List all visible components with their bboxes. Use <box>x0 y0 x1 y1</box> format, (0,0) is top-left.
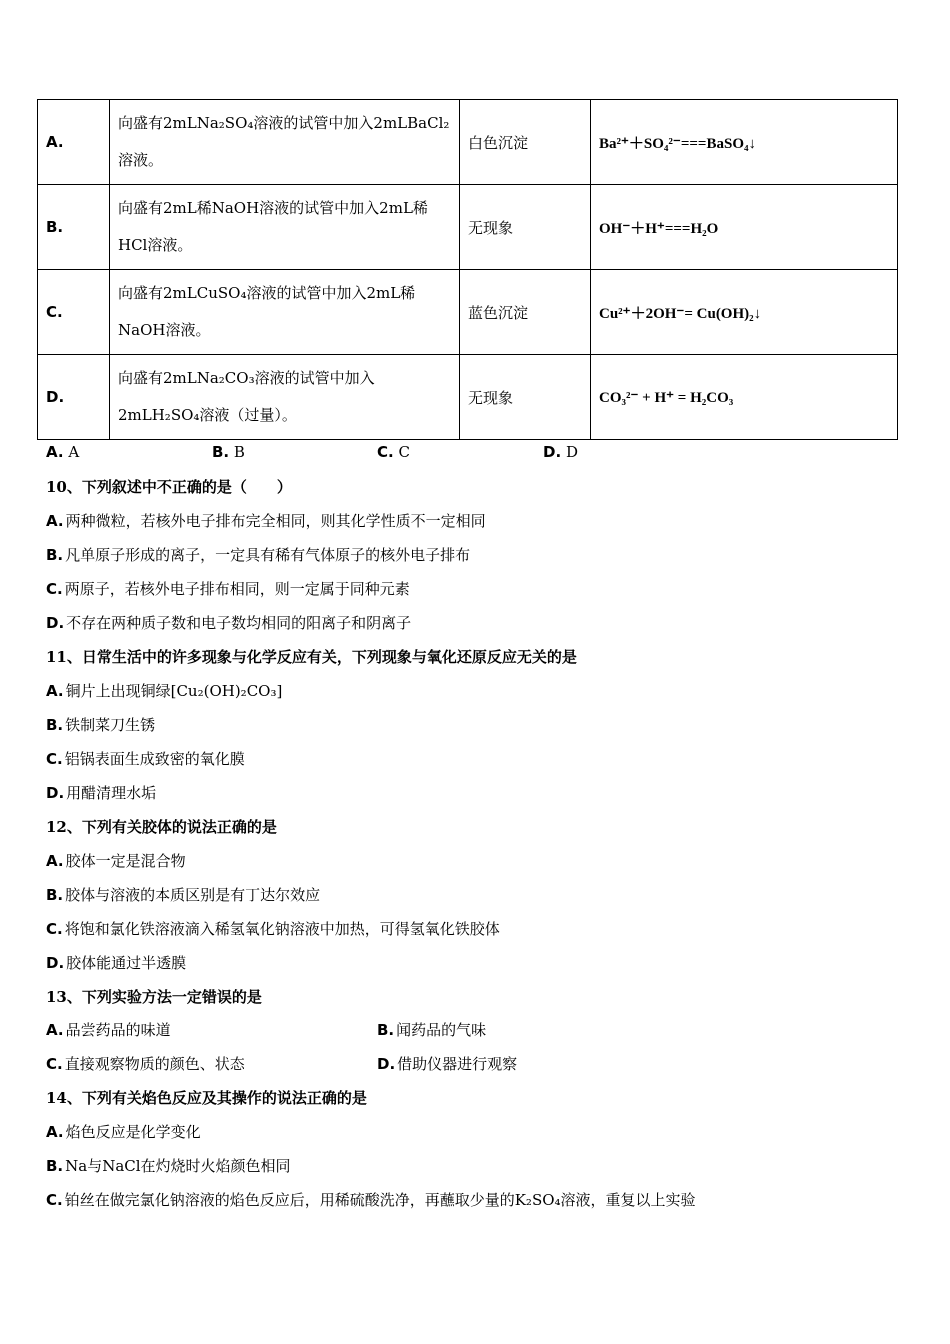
row-label: D. <box>38 355 110 440</box>
table-row <box>38 270 898 355</box>
operation-cell <box>110 355 460 440</box>
table-row <box>38 355 898 440</box>
option-line[interactable]: C. 两原子，若核外电子排布相同，则一定属于同种元素 <box>46 580 410 598</box>
equation-cell: OH⁻＋H⁺===H₂O <box>591 185 898 270</box>
option-line[interactable]: C. 将饱和氯化铁溶液滴入稀氢氧化钠溶液中加热，可得氢氧化铁胶体 <box>46 920 500 938</box>
option-line[interactable]: A. 品尝药品的味道 <box>46 1021 171 1039</box>
option-line[interactable]: D. 借助仪器进行观察 <box>377 1055 518 1073</box>
row-label: B. <box>38 185 110 270</box>
question-stem: 10、下列叙述中不正确的是（ ） <box>46 478 292 496</box>
table-row <box>38 185 898 270</box>
phenomenon-cell: 无现象 <box>460 185 591 270</box>
operation-line: 向盛有2mLNa₂CO₃溶液的试管中加入 <box>118 369 375 387</box>
operation-line: 向盛有2mLNa₂SO₄溶液的试管中加入2mLBaCl₂ <box>118 114 450 132</box>
option-line[interactable]: B. 胶体与溶液的本质区别是有丁达尔效应 <box>46 886 321 904</box>
phenomenon-cell: 无现象 <box>460 355 591 440</box>
question-stem: 14、下列有关焰色反应及其操作的说法正确的是 <box>46 1089 367 1107</box>
answer-option[interactable]: C. C <box>377 443 410 461</box>
operation-line: 2mLH₂SO₄溶液（过量）。 <box>118 406 297 424</box>
operation-line: NaOH溶液。 <box>118 321 211 339</box>
option-line[interactable]: B. 铁制菜刀生锈 <box>46 716 156 734</box>
answer-option[interactable]: B. B <box>212 443 245 461</box>
option-line[interactable]: D. 不存在两种质子数和电子数均相同的阳离子和阴离子 <box>46 614 412 632</box>
experiment-table <box>37 99 898 440</box>
operation-cell <box>110 270 460 355</box>
option-line[interactable]: A. 铜片上出现铜绿[Cu₂(OH)₂CO₃] <box>46 682 283 700</box>
operation-cell <box>110 185 460 270</box>
option-line[interactable]: C. 铝锅表面生成致密的氧化膜 <box>46 750 245 768</box>
phenomenon-cell: 白色沉淀 <box>460 100 591 185</box>
operation-cell <box>110 100 460 185</box>
answer-option[interactable]: D. D <box>543 443 578 461</box>
option-line[interactable]: B. 凡单原子形成的离子，一定具有稀有气体原子的核外电子排布 <box>46 546 471 564</box>
option-line[interactable]: A. 焰色反应是化学变化 <box>46 1123 201 1141</box>
table-row <box>38 100 898 185</box>
option-line[interactable]: D. 胶体能通过半透膜 <box>46 954 187 972</box>
option-line[interactable]: B. 闻药品的气味 <box>377 1021 487 1039</box>
operation-line: 向盛有2mL稀NaOH溶液的试管中加入2mL稀 <box>118 199 428 217</box>
equation-cell: Cu²⁺＋2OH⁻= Cu(OH)₂↓ <box>591 270 898 355</box>
option-line[interactable]: D. 用醋清理水垢 <box>46 784 157 802</box>
option-line[interactable]: C. 铂丝在做完氯化钠溶液的焰色反应后，用稀硫酸洗净，再蘸取少量的K₂SO₄溶液，重复以上实验 <box>46 1191 696 1209</box>
operation-line: 向盛有2mLCuSO₄溶液的试管中加入2mL稀 <box>118 284 416 302</box>
equation-cell: CO₃²⁻ + H⁺ = H₂CO₃ <box>591 355 898 440</box>
question-stem: 13、下列实验方法一定错误的是 <box>46 988 262 1006</box>
question-stem: 12、下列有关胶体的说法正确的是 <box>46 818 277 836</box>
option-line[interactable]: C. 直接观察物质的颜色、状态 <box>46 1055 245 1073</box>
option-line[interactable]: B. Na与NaCl在灼烧时火焰颜色相同 <box>46 1157 291 1175</box>
phenomenon-cell: 蓝色沉淀 <box>460 270 591 355</box>
answer-option[interactable]: A. A <box>46 443 80 461</box>
row-label: C. <box>38 270 110 355</box>
operation-line: HCl溶液。 <box>118 236 193 254</box>
question-stem: 11、日常生活中的许多现象与化学反应有关，下列现象与氧化还原反应无关的是 <box>46 648 577 666</box>
operation-line: 溶液。 <box>118 151 164 169</box>
equation-cell: Ba²⁺＋SO₄²⁻===BaSO₄↓ <box>591 100 898 185</box>
option-line[interactable]: A. 两种微粒，若核外电子排布完全相同，则其化学性质不一定相同 <box>46 512 486 530</box>
option-line[interactable]: A. 胶体一定是混合物 <box>46 852 186 870</box>
row-label: A. <box>38 100 110 185</box>
